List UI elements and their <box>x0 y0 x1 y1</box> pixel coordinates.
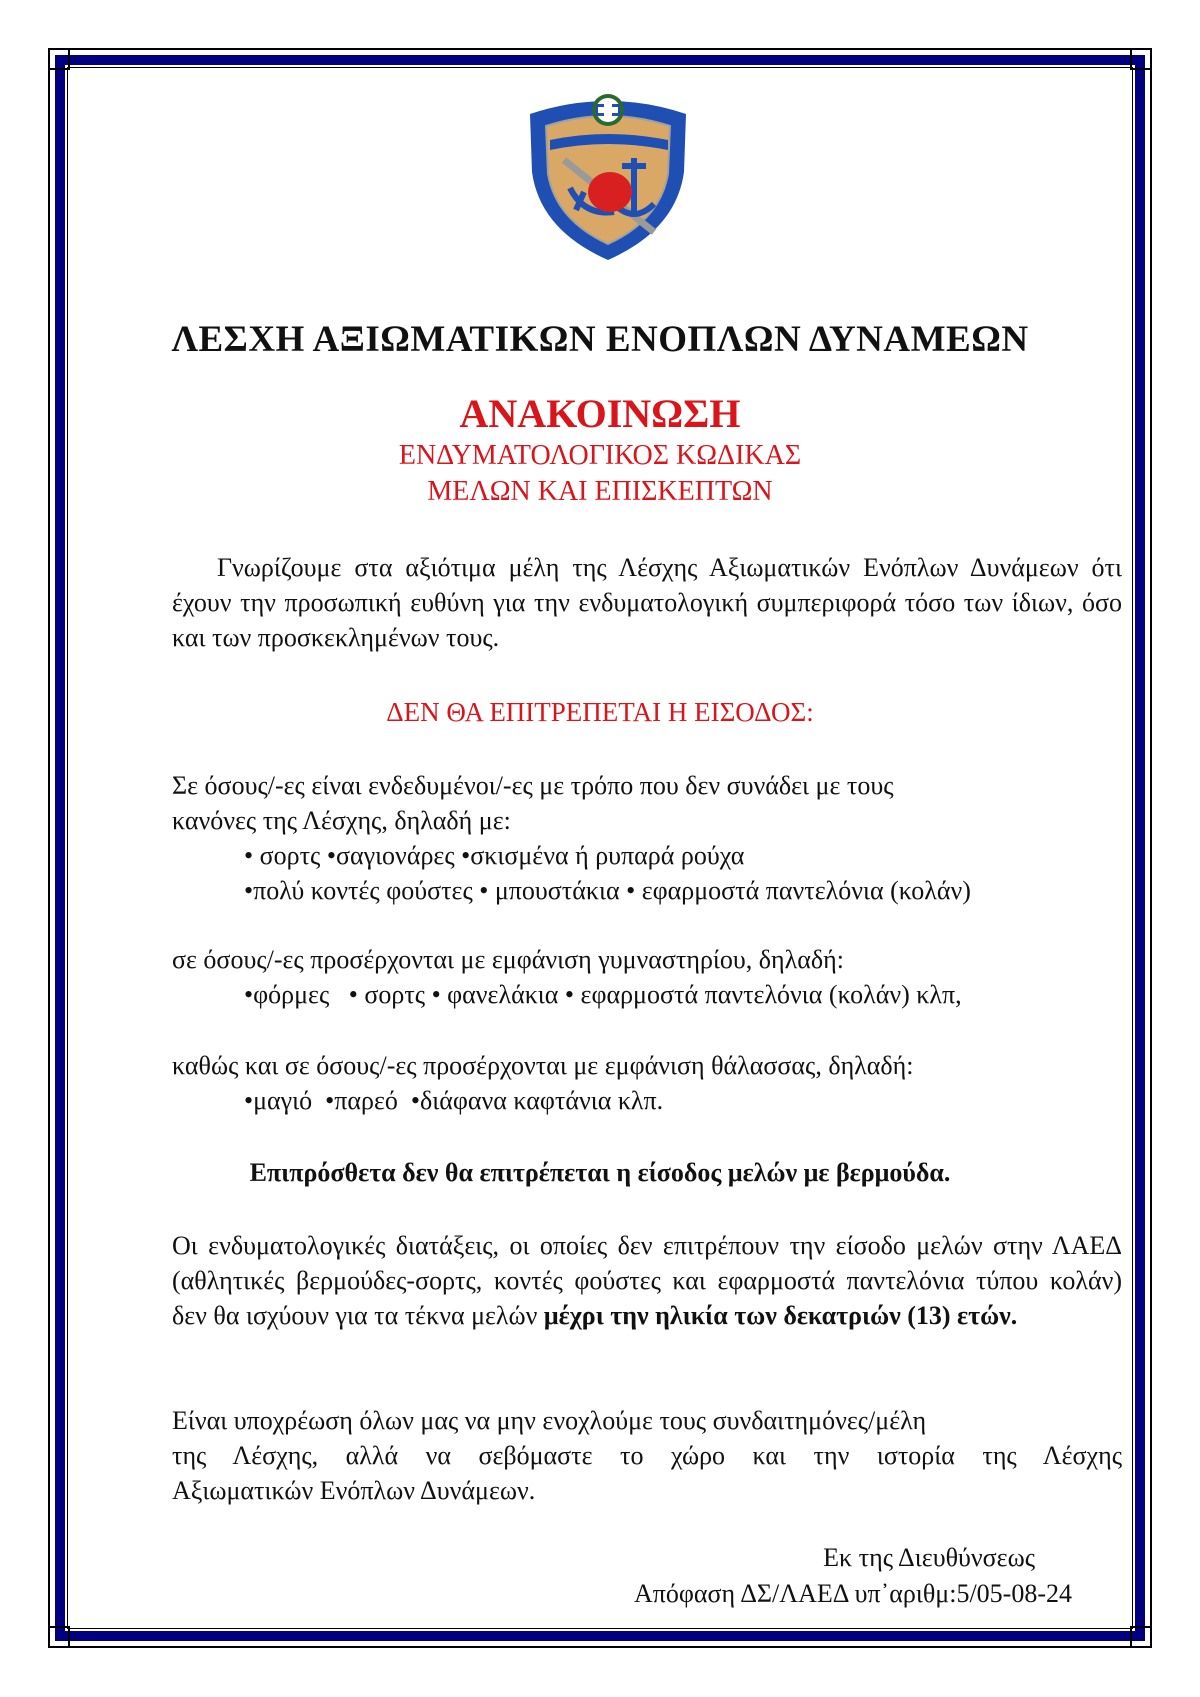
bullet-line: •πολύ κοντές φούστες • μπουστάκια • εφαρμοστά παντελόνια (κολάν) <box>244 876 971 905</box>
closing-line: Είναι υποχρέωση όλων μας να μην ενοχλούμε τους συνδαιτημόνες/μέλη <box>172 1406 927 1435</box>
section-lead-line: σε όσους/-ες προσέρχονται με εμφάνιση γυμναστηρίου, δηλαδή: <box>172 945 844 974</box>
organization-title: ΛΕΣΧΗ ΑΞΙΩΜΑΤΙΚΩΝ ΕΝΟΠΛΩΝ ΔΥΝΑΜΕΩΝ <box>171 319 1029 360</box>
armed-forces-shield-icon <box>524 92 692 262</box>
closing-line: Αξιωματικών Ενόπλων Δυνάμεων. <box>172 1476 536 1505</box>
section-lead-line: Σε όσους/-ες είναι ενδεδυμένοι/-ες με τρόπο που δεν συνάδει με τους <box>172 771 894 800</box>
bullet-line: •μαγιό •παρεό •διάφανα καφτάνια κλπ. <box>244 1086 664 1115</box>
bullet-line: •φόρμες • σορτς • φανελάκια • εφαρμοστά παντελόνια (κολάν) κλπ, <box>244 980 962 1009</box>
corner-ornament <box>1130 1626 1152 1648</box>
subtitle-line: ΕΝΔΥΜΑΤΟΛΟΓΙΚΟΣ ΚΩΔΙΚΑΣ <box>398 440 802 471</box>
section-lead-line: καθώς και σε όσους/-ες προσέρχονται με εμφάνιση θάλασσας, δηλαδή: <box>172 1051 914 1080</box>
decision-reference: Απόφαση ΔΣ/ΛΑΕΔ υπ᾽αριθμ:5/05-08-24 <box>634 1579 1072 1608</box>
closing-paragraph <box>172 1403 1122 1508</box>
bullet-line: • σορτς •σαγιονάρες •σκισμένα ή ρυπαρά ρούχα <box>244 841 745 870</box>
corner-ornament <box>1130 48 1152 70</box>
intro-paragraph-text: Γνωρίζουμε στα αξιότιμα μέλη της Λέσχης Αξιωματικών Ενόπλων Δυνάμεων ότι έχουν την προσωπική ευθύνη για την ενδυματολογική συμπεριφορά τόσο των ίδιων, όσο και των προσκεκλημένων τους. <box>172 553 1122 652</box>
dress-section-inappropriate <box>172 768 1122 908</box>
exemption-text: Οι ενδυματολογικές διατάξεις, οι οποίες δεν επιτρέπουν την είσοδο μελών στην ΛΑΕΔ (αθλητικές βερμούδες-σορτς, κοντές φούστες και εφαρμοστά παντελόνια τύπου κολάν) δεν θα ισχύουν για τα τέκνα μελών <box>172 1231 1122 1330</box>
dress-section-gym <box>172 942 1122 1012</box>
closing-line: της Λέσχης, αλλά να σεβόμαστε το χώρο και την ιστορία της Λέσχης <box>172 1441 1122 1470</box>
subtitle-line: ΜΕΛΩΝ ΚΑΙ ΕΠΙΣΚΕΠΤΩΝ <box>427 476 773 507</box>
corner-ornament <box>48 1626 70 1648</box>
announcement-heading: ΑΝΑΚΟΙΝΩΣΗ <box>459 391 741 436</box>
exemption-age-limit: μέχρι την ηλικία των δεκατριών (13) ετών. <box>543 1301 1018 1330</box>
prohibition-heading: ΔΕΝ ΘΑ ΕΠΙΤΡΕΠΕΤΑΙ Η ΕΙΣΟΔΟΣ: <box>386 697 814 727</box>
bermuda-notice: Επιπρόσθετα δεν θα επιτρέπεται η είσοδος μελών με βερμούδα. <box>249 1158 951 1187</box>
signature-issuer: Εκ της Διευθύνσεως <box>823 1543 1035 1572</box>
section-lead-line: κανόνες της Λέσχης, δηλαδή με: <box>172 806 511 835</box>
exemption-paragraph <box>172 1228 1122 1333</box>
corner-ornament <box>48 48 70 70</box>
dress-section-beach <box>172 1048 1122 1118</box>
intro-paragraph <box>172 550 1122 655</box>
